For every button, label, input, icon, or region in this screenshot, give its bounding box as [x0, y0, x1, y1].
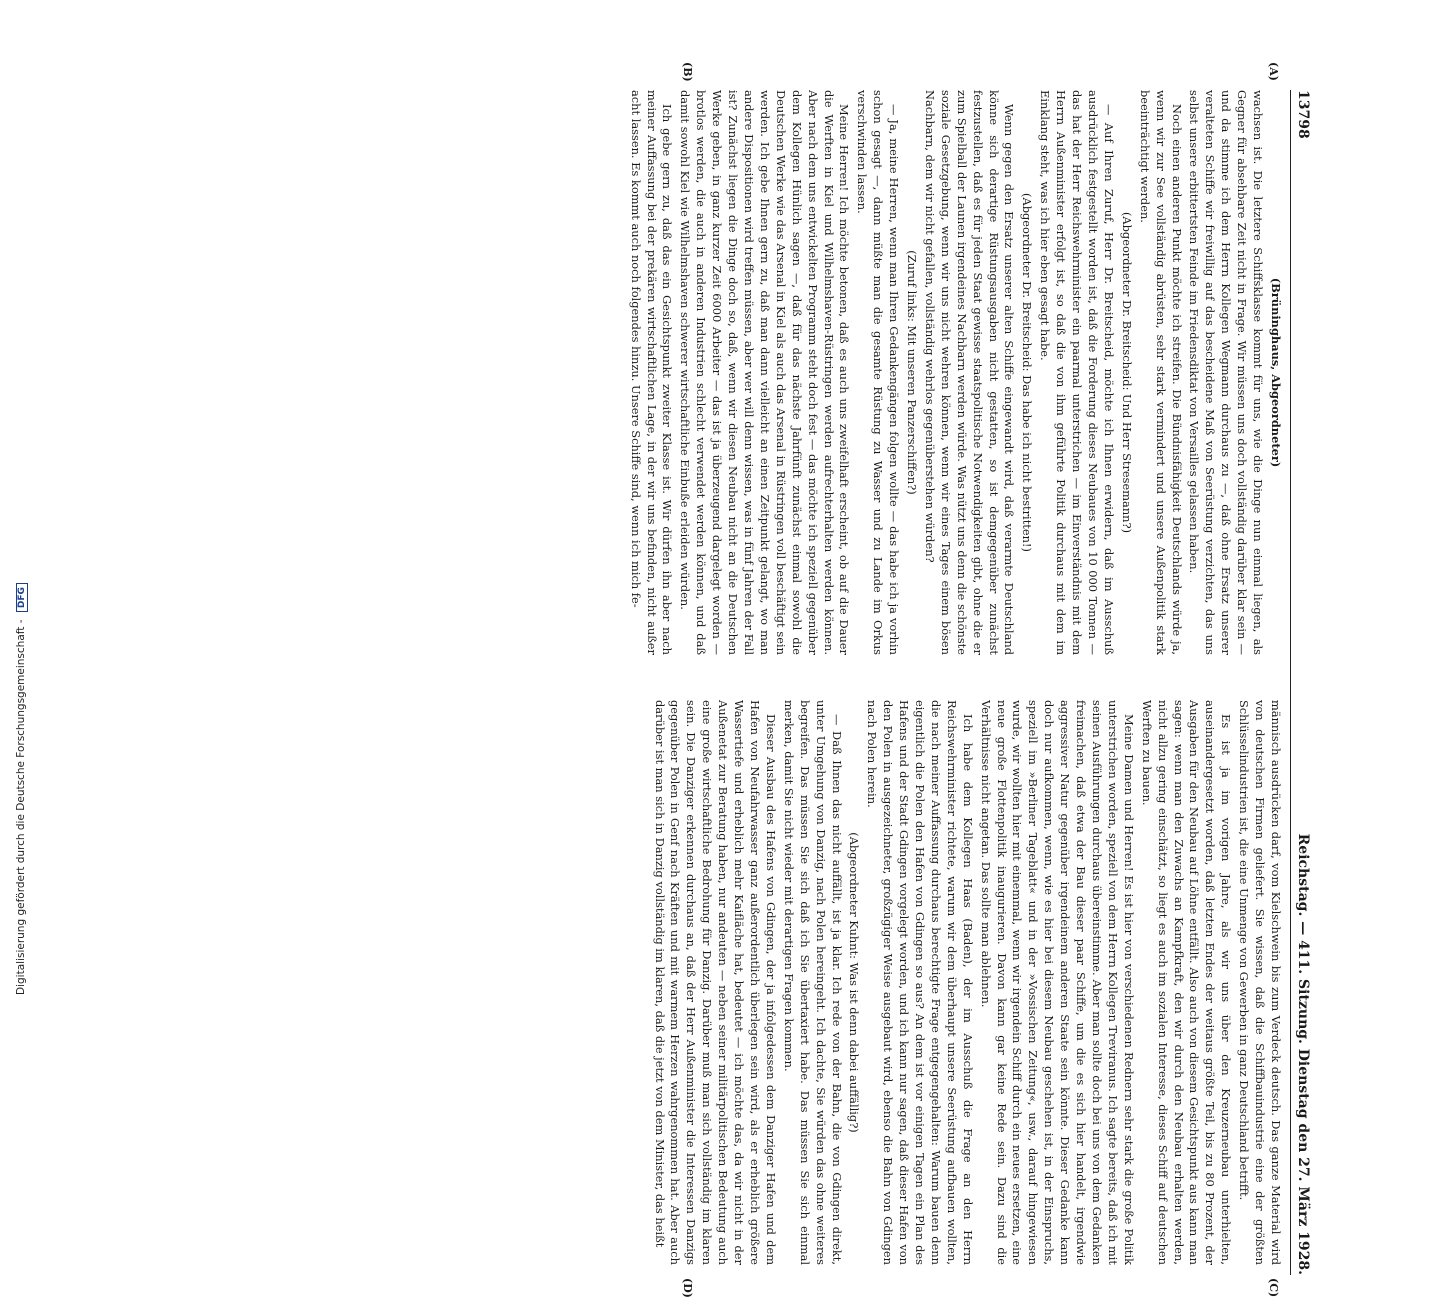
- margin-mark-b: (B): [681, 62, 694, 82]
- right-text-column: [403, 700, 1283, 1265]
- funding-footer: [0, 0, 27, 1000]
- paragraph: Es ist ja im vorigen Jahre, als wir uns über den Kreuzerneubau unterhielten, auseinandergesetzt worden, daß letzten Endes der weitaus größte Teil, bis zu 80 Prozent, der Ausgaben für den Neubau auf Löhne entfällt. Also auch von diesem Gesichtspunkt aus kann man sagen: wenn man den Zuwachs an Kampfkraft, den wir durch den Neubau erhalten werden, nicht allzu gering einschätzt, so liegt es auch im sozialen Interesse, dieses Schiff auf deutschen Werften zu bauen.: [1139, 700, 1234, 1265]
- margin-mark-a: (A): [1267, 62, 1280, 81]
- page-header: [1290, 90, 1313, 1275]
- margin-mark-d: (D): [681, 1278, 694, 1298]
- interjection: (Zuruf links: Mit unseren Panzerschiffen?): [905, 250, 920, 495]
- funding-note: Digitalisierung gefördert durch die Deutsche Forschungsgemeinschaft -: [15, 619, 27, 995]
- interjection: (Abgeordneter Dr. Breitscheid: Und Herr Stresemann?): [1119, 211, 1134, 534]
- paragraph: Ich gebe gern zu, daß das ein Gesichtspunkt zweiter Klasse ist. Wir dürfen ihn aber nach meiner Auffassung bei der prekären wirtschaftlichen Lage, in der wir uns befinden, nicht außer acht lassen. Es kommt auch noch folgendes hinzu. Unsere Schiffe sind, wenn ich mich fe-: [628, 90, 675, 655]
- interjection: (Abgeordneter Kuhnt: Was ist denn dabei auffällig?): [847, 832, 862, 1133]
- margin-mark-c: (C): [1267, 1278, 1280, 1298]
- speaker-line: (Brüninghaus, Abgeordneter): [1269, 277, 1283, 468]
- paragraph: Wenn gegen den Ersatz unserer alten Schiffe eingewandt wird, daß verarmte Deutschland könne sich derartige Rüstungsausgaben nicht gestatten, so ist demgegenüber zunächst festzustellen, daß es für jeden Staat gewisse staatspolitische Notwendigkeiten gibt, ohne die er zum Spielball der Launen irgendeines Nachbarn werden würde. Was nützt uns denn die schönste soziale Gesetzgebung, wenn wir uns nicht wehren können, wenn wir eines Tages einem bösen Nachbarn, dem wir nicht gefallen, vollständig wehrlos gegenüberstehen würden?: [922, 90, 1017, 655]
- paragraph: wachsen ist. Die letztere Schiffsklasse kommt für uns, wie die Dinge nun einmal liegen, als Gegner für absehbare Zeit nicht in Frage. Wir müssen uns doch vollständig darüber klar sein — und da stimme ich dem Herrn Kollegen Wegmann durchaus zu —, daß ohne Ersatz unserer veralteten Schiffe wir freiwillig auf das bescheidene Maß von Seerüstung verzichten, das uns selbst unsere erbittertsten Feinde im Friedensdiktat von Versailles gelassen haben.: [1187, 90, 1266, 655]
- paragraph: Meine Damen und Herren! Es ist hier von verschiedenen Rednern sehr stark die große Politik unterstrichen worden, speziell von dem Herrn Kollegen Treviranus. Ich sagte bereits, daß ich mit seinen Ausführungen durchaus übereinstimme. Aber man sollte doch bei uns von dem Gedanken freimachen, daß etwa der Bau dieser paar Schiffe, um die es sich hier handelt, irgendwie aggressiver Natur gegenüber irgendeinem anderen Staate sein könnte. Dieser Gedanke kann doch nur aufkommen, wenn, wie es hier bei diesem Neubau geschehen ist, in der Einspruchs, speziell im »Berliner Tageblatt« und in der »Vossischen Zeitung«, usw., darauf hingewiesen wurde, wir wollten hier mit einemmal, wenn wir irgendein Schiff durch ein neues ersetzen, eine neue große Flottenpolitik inaugurieren. Davon kann gar keine Rede sein. Dazu sind die Verhältnisse nicht angetan. Das sollte man ablehnen.: [978, 700, 1136, 1265]
- paragraph: — Daß Ihnen das nicht auffällt, ist ja klar. Ich rede von der Bahn, die von Gdingen direkt, unter Umgehung von Danzig, nach Polen hereingeht. Ich dachte, Sie würden das ohne weiteres begreifen. Das müssen Sie sich daß ich Sie übertaxiert habe. Das müssen Sie sich einmal merken, damit Sie nicht wieder mit derartigen Fragen kommen.: [781, 700, 844, 1265]
- paragraph: Meine Herren! Ich möchte betonen, daß es auch uns zweifelhaft erscheint, ob auf die Dauer die Werften in Kiel und Wilhelmshaven-Rüstringen werden aufrechterhalten werden können. Aber nach dem uns entwickelten Programm steht doch fest — das möchte ich speziell gegenüber dem Kollegen Hünlich sagen —, daß für das nächste Jahrfünft zunächst einmal sowohl die Deutschen Werke wie das Arsenal in Kiel als auch das Arsenal in Rüstringen voll beschäftigt sein werden. Ich gebe Ihnen gern zu, daß man dann vielleicht an einen Zeitpunkt gelangt, wo man andere Dispositionen wird treffen müssen, aber wer will denn wissen, was in fünf Jahren der Fall ist? Zunächst liegen die Dinge doch so, daß, wenn wir diesen Neubau nicht an die Deutschen Werke geben, in ganz kurzer Zeit 6000 Arbeiter — das ist ja überzeugend dargelegt worden — brotlos werden, die auch in anderen Industrien schlecht verwendet werden können, und daß damit sowohl Kiel wie Wilhelmshaven schwerer wirtschaftliche Einbuße erleiden würden.: [678, 90, 852, 655]
- left-text-column: [403, 90, 1283, 655]
- paragraph: Dieser Ausbau des Hafens von Gdingen, der ja infolgedessen dem Danziger Hafen und dem Hafen von Neufahrwasser ganz außerordentlich überlegen sein wird, als er erheblich größere Wassertiefe und erheblich mehr Kaifläche hat, bedeutet — ich möchte das, da wir nicht in der Außenetat zur Beratung haben, nur andeuten — neben seiner militärpolitischen Bedeutung auch eine große wirtschaftliche Bedrohung für Danzig. Darüber muß man sich vollständig im klaren sein. Die Danziger erkennen durchaus an, daß der Herr Außenminister die Interessen Danzigs gegenüber Polen in Genf nach Kräften und mit warmem Herzen wahrgenommen hat. Aber auch darüber ist man sich in Danzig vollständig im klaren, daß die jetzt von dem Minister, das heißt: [652, 700, 778, 1265]
- paragraph: — Ja, meine Herren, wenn man Ihren Gedankengängen folgen wollte — das habe ich ja vorhin schon gesagt —, dann müßte man die gesamte Rüstung zu Wasser und zu Lande im Orkus verschwinden lassen.: [855, 90, 902, 655]
- rotated-newspaper-page: [128, 62, 1313, 1298]
- page-number: 13798: [1294, 90, 1311, 139]
- paragraph: männisch ausdrücken darf, vom Kielschwein bis zum Verdeck deutsch. Das ganze Material wird von deutschen Firmen geliefert. Sie wissen, daß die Schiffbauindustrie eine der größten Schlüsselindustrien ist, die eine Unmenge von Gewerben in ganz Deutschland betrifft.: [1237, 700, 1283, 1265]
- interjection: (Abgeordneter Dr. Breitscheid: Das habe ich nicht bestritten!): [1020, 193, 1035, 552]
- page-title: Reichstag. — 411. Sitzung. Dienstag den 27. März 1928.: [1294, 833, 1311, 1275]
- dfg-logo-icon: DFG: [16, 583, 28, 612]
- paragraph: Ich habe dem Kollegen Haas (Baden), der im Ausschuß die Frage an den Herrn Reichswehrminister richtete, warum wir dem überhaupt unsere Seerüstung aufbauen wollten, die nach meiner Auffassung durchaus berechtigte Frage entgegengehalten: Warum bauen denn eigentlich die Polen den Hafen von Gdingen so aus? An dem ist vor einigen Tagen ein Plan des Hafens und der Stadt Gdingen vorgelegt worden, und ich kann nur sagen, daß dieser Hafen von den Polen in ausgezeichneter, großzügiger Weise ausgebaut wird, ebenso die Bahn von Gdingen nach Polen herein.: [865, 700, 975, 1265]
- paragraph: Noch einen anderen Punkt möchte ich streifen. Die Bündnisfähigkeit Deutschlands würde ja, wenn wir zur See vollständig abrüsten, sehr stark vermindert und unsere Außenpolitik stark beeinträchtigt werden.: [1137, 90, 1184, 655]
- paragraph: — Auf Ihren Zuruf, Herr Dr. Breitscheid, möchte ich Ihnen erwidern, daß im Ausschuß ausdrücklich festgestellt worden ist, daß die Forderung dieses Neubaues von 10 000 Tonnen — das hat der Herr Reichswehrminister ein paarmal unterstrichen — im Einverständnis mit dem Herrn Außenminister erfolgt ist, so daß die von ihm geführte Politik durchaus mit dem im Einklang steht, was ich hier eben gesagt habe.: [1038, 90, 1116, 655]
